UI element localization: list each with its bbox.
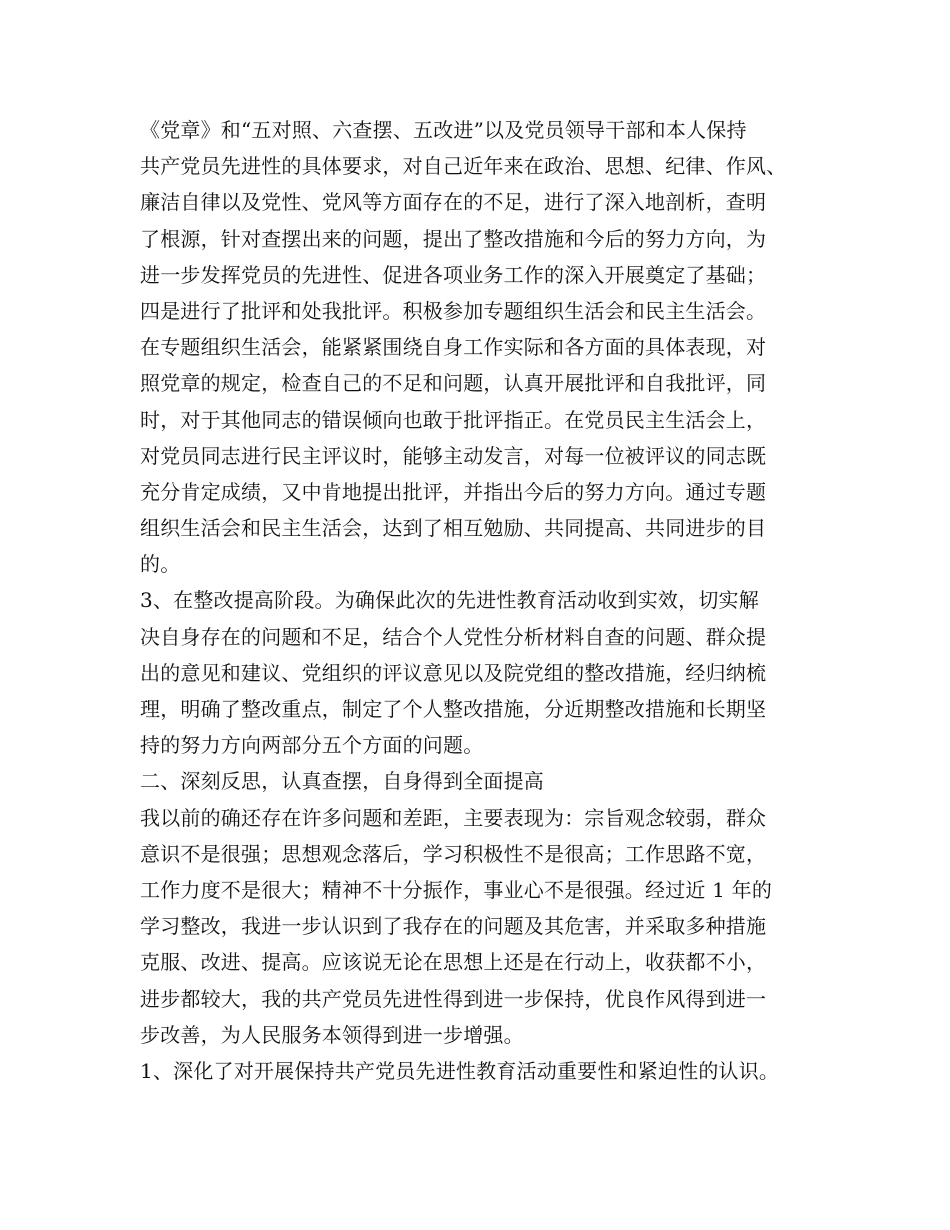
text-line: 持的努力方向两部分五个方面的问题。	[140, 733, 484, 758]
text-line: 了根源，针对查摆出来的问题，提出了整改措施和今后的努力方向，为	[140, 226, 767, 251]
text-line: 3、在整改提高阶段。为确保此次的先进性教育活动收到实效，切实解	[140, 588, 759, 613]
text-line: 意识不是很强；思想观念落后，学习积极性不是很高；工作思路不宽，	[140, 841, 767, 866]
text-line: 四是进行了批评和处我批评。积极参加专题组织生活会和民主生活会。	[140, 298, 767, 323]
text-line: 组织生活会和民主生活会，达到了相互勉励、共同提高、共同进步的目	[140, 516, 767, 541]
section-heading: 二、深刻反思，认真查摆，自身得到全面提高	[140, 769, 544, 794]
text-line: 决自身存在的问题和不足，结合个人党性分析材料自查的问题、群众提	[140, 624, 767, 649]
text-line: 的。	[140, 552, 181, 577]
body-text	[140, 112, 840, 1089]
text-line: 时，对于其他同志的错误倾向也敢于批评指正。在党员民主生活会上，	[140, 407, 767, 432]
text-line: 我以前的确还存在许多问题和差距，主要表现为：宗旨观念较弱，群众	[140, 805, 767, 830]
text-line: 克服、改进、提高。应该说无论在思想上还是在行动上，收获都不小，	[140, 950, 767, 975]
text-line: 工作力度不是很大；精神不十分振作，事业心不是很强。经过近 1 年的	[140, 877, 773, 902]
text-line: 照党章的规定，检查自己的不足和问题，认真开展批评和自我批评，同	[140, 371, 767, 396]
text-line: 步改善，为人民服务本领得到进一步增强。	[140, 1022, 524, 1047]
text-line: 出的意见和建议、党组织的评议意见以及院党组的整改措施，经归纳梳	[140, 660, 767, 685]
text-line: 学习整改，我进一步认识到了我存在的问题及其危害，并采取多种措施	[140, 914, 767, 939]
text-line: 对党员同志进行民主评议时，能够主动发言，对每一位被评议的同志既	[140, 443, 767, 468]
text-line: 廉洁自律以及党性、党风等方面存在的不足，进行了深入地剖析，查明	[140, 190, 767, 215]
text-line: 共产党员先进性的具体要求，对自己近年来在政治、思想、纪律、作风、	[140, 154, 787, 179]
text-line: 理，明确了整改重点，制定了个人整改措施，分近期整改措施和长期坚	[140, 697, 767, 721]
text-line: 《党章》和“五对照、六查摆、五改进”以及党员领导干部和本人保持	[140, 118, 747, 142]
text-line: 充分肯定成绩，又中肯地提出批评，并指出今后的努力方向。通过专题	[140, 479, 767, 504]
text-line: 在专题组织生活会，能紧紧围绕自身工作实际和各方面的具体表现，对	[140, 335, 767, 360]
text-line: 进步都较大，我的共产党员先进性得到进一步保持，优良作风得到进一	[140, 986, 767, 1011]
text-line: 进一步发挥党员的先进性、促进各项业务工作的深入开展奠定了基础；	[140, 262, 767, 287]
text-line: 1、深化了对开展保持共产党员先进性教育活动重要性和紧迫性的认识。	[140, 1058, 780, 1083]
